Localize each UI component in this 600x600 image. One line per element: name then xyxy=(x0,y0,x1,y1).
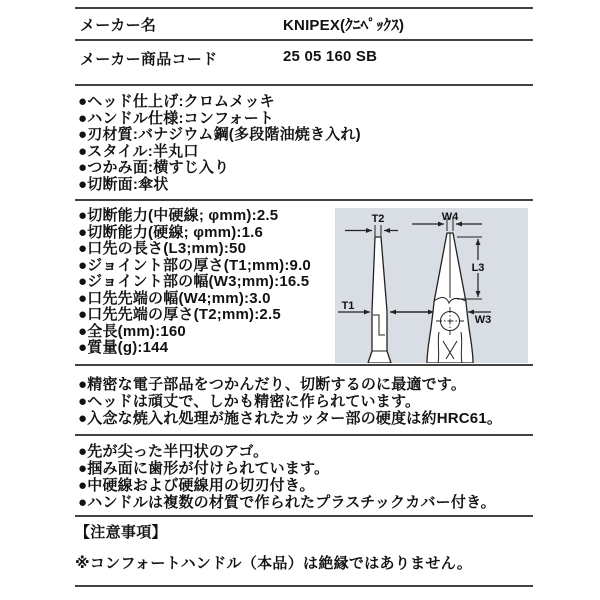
diagram-label-t1: T1 xyxy=(341,300,355,312)
pliers-dimension-diagram xyxy=(335,208,528,363)
notes-body: ※コンフォートハンドル（本品）は絶縁ではありません。 xyxy=(75,555,473,572)
dimension-item: ●口先先端の厚さ(T2;mm):2.5 xyxy=(78,306,281,323)
notes-section xyxy=(75,517,533,587)
table-row xyxy=(75,9,533,41)
feature-section-primary xyxy=(75,366,533,436)
feature-list-primary xyxy=(75,366,533,434)
dimension-item: ●質量(g):144 xyxy=(78,339,169,356)
spec-item: ●切断面:傘状 xyxy=(78,175,169,193)
spec-item: ●ハンドル仕様:コンフォート xyxy=(78,109,275,127)
table-row xyxy=(75,41,533,84)
spec-list xyxy=(75,86,533,199)
maker-code-label: メーカー商品コード xyxy=(80,51,218,68)
spec-section xyxy=(75,86,533,201)
dimension-item: ●口先先端の幅(W4;mm):3.0 xyxy=(78,289,271,307)
feature-item: ●中硬線および硬線用の切刃付き。 xyxy=(78,477,315,494)
feature-section-secondary xyxy=(75,436,533,517)
maker-name-value: KNIPEX(ｸﾆﾍﾟｯｸｽ) xyxy=(283,16,405,34)
diagram-label-l3: L3 xyxy=(471,262,485,274)
spec-content xyxy=(75,0,533,587)
feature-item: ●掴み面に歯形が付けられています。 xyxy=(78,460,330,477)
diagram-label-w4: W4 xyxy=(441,211,459,223)
feature-item: ●ハンドルは複数の材質で作られたプラスチックカバー付き。 xyxy=(78,494,496,511)
maker-table xyxy=(75,7,533,86)
dimension-item: ●ジョイント部の幅(W3;mm):16.5 xyxy=(78,273,310,290)
diagram-label-w3: W3 xyxy=(474,314,492,326)
dimension-section xyxy=(75,201,533,366)
dimension-item: ●全長(mm):160 xyxy=(78,322,186,340)
dimension-item: ●口先の長さ(L3;mm):50 xyxy=(78,240,247,257)
dimension-item: ●切断能力(中硬線; φmm):2.5 xyxy=(78,207,279,224)
dimension-item: ●切断能力(硬線; φmm):1.6 xyxy=(78,223,264,241)
spec-item: ●ヘッド仕上げ:クロムメッキ xyxy=(78,93,275,110)
feature-item: ●ヘッドは頑丈で、しかも精密に作られています。 xyxy=(78,393,421,410)
feature-item: ●精密な電子部品をつかんだり、切断するのに最適です。 xyxy=(78,376,467,393)
dimension-item: ●ジョイント部の厚さ(T1;mm):9.0 xyxy=(78,256,311,274)
spec-item: ●刃材質:バナジウム鋼(多段階油焼き入れ) xyxy=(78,126,361,143)
notes-title: 【注意事項】 xyxy=(75,524,167,541)
maker-code-value: 25 05 160 SB xyxy=(283,48,378,65)
feature-item: ●入念な焼入れ処理が施されたカッター部の硬度は約HRC61。 xyxy=(78,410,503,427)
feature-item: ●先が尖った半円状のアゴ。 xyxy=(78,443,269,460)
pliers-diagram-icon xyxy=(335,208,528,363)
maker-name-label: メーカー名 xyxy=(80,16,157,34)
spec-item: ●つかみ面:横すじ入り xyxy=(78,159,230,176)
spec-item: ●スタイル:半丸口 xyxy=(78,142,199,160)
feature-list-secondary xyxy=(75,436,533,515)
diagram-label-t2: T2 xyxy=(371,213,385,225)
